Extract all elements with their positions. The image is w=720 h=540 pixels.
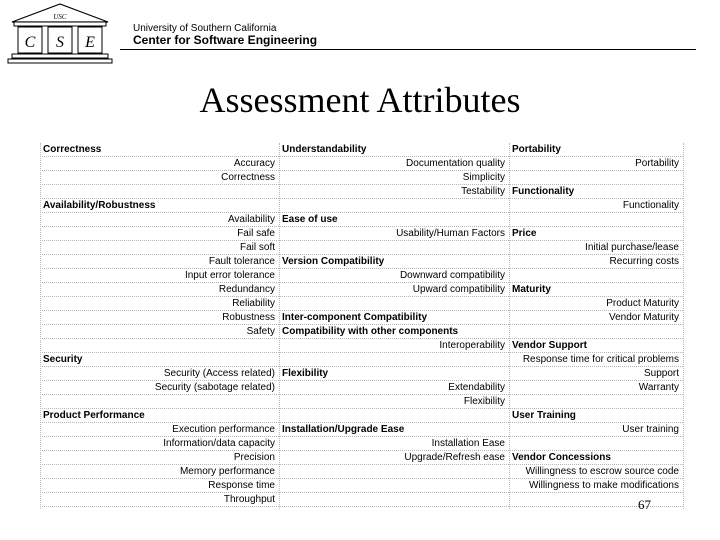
attribute-item: Documentation quality: [279, 157, 509, 171]
category-heading: Availability/Robustness: [40, 199, 279, 213]
table-row: [509, 325, 683, 339]
category-heading: Vendor Concessions: [509, 451, 683, 465]
table-row: [40, 395, 279, 409]
category-heading: Flexibility: [279, 367, 509, 381]
attribute-item: Security (sabotage related): [40, 381, 279, 395]
category-heading: Vendor Support: [509, 339, 683, 353]
university-name: University of Southern California: [133, 23, 277, 34]
logo-letter-c: C: [24, 34, 36, 51]
table-row: [279, 199, 509, 213]
category-heading: Version Compatibility: [279, 255, 509, 269]
attribute-item: Robustness: [40, 311, 279, 325]
table-column-1: [40, 143, 279, 509]
attribute-item: User training: [509, 423, 683, 437]
table-row: [509, 437, 683, 451]
attribute-item: Warranty: [509, 381, 683, 395]
table-row: [509, 269, 683, 283]
table-row: [279, 353, 509, 367]
attribute-item: Availability: [40, 213, 279, 227]
category-heading: Security: [40, 353, 279, 367]
attribute-item: Initial purchase/lease: [509, 241, 683, 255]
table-row: [279, 241, 509, 255]
page-title: Assessment Attributes: [199, 80, 521, 120]
attributes-table: [40, 143, 683, 509]
attribute-item: Flexibility: [279, 395, 509, 409]
attribute-item: Willingness to make modifications: [509, 479, 683, 493]
table-row: [279, 479, 509, 493]
center-name: Center for Software Engineering: [133, 33, 318, 47]
attribute-item: Response time: [40, 479, 279, 493]
attribute-item: Extendability: [279, 381, 509, 395]
attribute-item: Fail safe: [40, 227, 279, 241]
cse-logo: [4, 2, 116, 66]
table-row: [40, 185, 279, 199]
table-border: [279, 143, 280, 509]
attribute-item: Safety: [40, 325, 279, 339]
category-heading: Functionality: [509, 185, 683, 199]
attribute-item: Upgrade/Refresh ease: [279, 451, 509, 465]
table-row: [279, 493, 509, 507]
attribute-item: Correctness: [40, 171, 279, 185]
attribute-item: Information/data capacity: [40, 437, 279, 451]
attribute-item: Installation Ease: [279, 437, 509, 451]
attribute-item: Portability: [509, 157, 683, 171]
table-row: [279, 465, 509, 479]
attribute-item: Product Maturity: [509, 297, 683, 311]
table-row: [509, 213, 683, 227]
attribute-item: Recurring costs: [509, 255, 683, 269]
category-heading: Portability: [509, 143, 683, 157]
category-heading: Inter-component Compatibility: [279, 311, 509, 325]
category-heading: Product Performance: [40, 409, 279, 423]
attribute-item: Throughput: [40, 493, 279, 507]
table-border: [40, 143, 41, 509]
attribute-item: Willingness to escrow source code: [509, 465, 683, 479]
category-heading: User Training: [509, 409, 683, 423]
attribute-item: Fail soft: [40, 241, 279, 255]
table-row: [40, 339, 279, 353]
attribute-item: Downward compatibility: [279, 269, 509, 283]
table-row: [509, 493, 683, 507]
category-heading: Understandability: [279, 143, 509, 157]
header-divider: [120, 49, 696, 50]
attribute-item: Redundancy: [40, 283, 279, 297]
table-column-2: [279, 143, 509, 509]
logo-letter-e: E: [85, 34, 95, 51]
table-row: [509, 171, 683, 185]
attribute-item: Security (Access related): [40, 367, 279, 381]
category-heading: Price: [509, 227, 683, 241]
attribute-item: Simplicity: [279, 171, 509, 185]
attribute-item: Usability/Human Factors: [279, 227, 509, 241]
category-heading: Compatibility with other components: [279, 325, 509, 339]
table-row: [279, 297, 509, 311]
attribute-item: Precision: [40, 451, 279, 465]
attribute-item: Accuracy: [40, 157, 279, 171]
table-column-3: [509, 143, 683, 509]
attribute-item: Testability: [279, 185, 509, 199]
table-row: [509, 395, 683, 409]
table-border: [683, 143, 684, 509]
attribute-item: Fault tolerance: [40, 255, 279, 269]
attribute-item: Execution performance: [40, 423, 279, 437]
attribute-item: Vendor Maturity: [509, 311, 683, 325]
attribute-item: Input error tolerance: [40, 269, 279, 283]
category-heading: Maturity: [509, 283, 683, 297]
attribute-item: Reliability: [40, 297, 279, 311]
table-border: [509, 143, 510, 509]
attribute-item: Response time for critical problems: [509, 353, 683, 367]
logo-mark: USC: [53, 13, 67, 21]
attribute-item: Memory performance: [40, 465, 279, 479]
category-heading: Correctness: [40, 143, 279, 157]
category-heading: Ease of use: [279, 213, 509, 227]
category-heading: Installation/Upgrade Ease: [279, 423, 509, 437]
attribute-item: Support: [509, 367, 683, 381]
logo-letter-s: S: [56, 34, 64, 51]
table-row: [279, 409, 509, 423]
attribute-item: Functionality: [509, 199, 683, 213]
page-number: 67: [638, 497, 651, 512]
attribute-item: Interoperability: [279, 339, 509, 353]
attribute-item: Upward compatibility: [279, 283, 509, 297]
